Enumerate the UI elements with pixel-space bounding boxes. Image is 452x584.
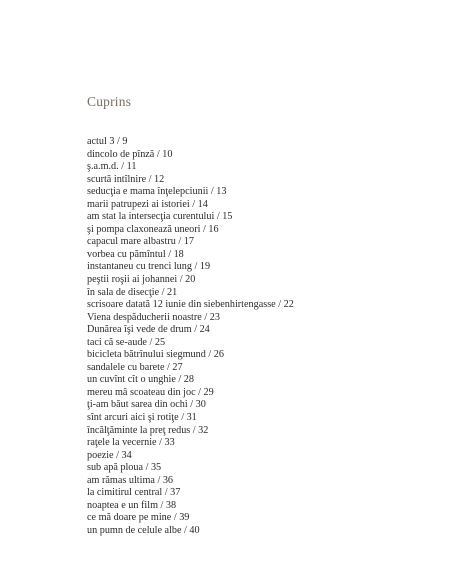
toc-entry: poezie / 34	[87, 449, 132, 461]
toc-entry: Viena despăducherii noastre / 23	[87, 311, 220, 323]
toc-entry: actul 3 / 9	[87, 136, 128, 147]
toc-entry: în sala de disecţie / 21	[87, 286, 178, 298]
toc-entry: şi pompa claxonează uneori / 16	[87, 223, 219, 235]
toc-entry: noaptea e un film / 38	[87, 499, 177, 511]
toc-entry: taci că se-aude / 25	[87, 336, 166, 348]
toc-entry: scurtă intîlnire / 12	[87, 173, 165, 185]
toc-entry: am rămas ultima / 36	[87, 474, 174, 486]
toc-entry: vorbea cu pămîntul / 18	[87, 248, 184, 260]
toc-entry: încălţăminte la preţ redus / 32	[87, 424, 209, 436]
toc-entry: instantaneu cu trenci lung / 19	[87, 261, 211, 273]
toc-entry: bicicleta bătrînului siegmund / 26	[87, 349, 224, 361]
toc-entry: peştii roşii ai johannei / 20	[87, 274, 196, 286]
toc-entry: ş.a.m.d. / 11	[87, 161, 137, 173]
page-title: Cuprins	[87, 94, 132, 109]
toc-entry: sînt arcuri aici şi rotiţe / 31	[87, 412, 197, 424]
toc-entry: raţele la vecernie / 33	[87, 437, 175, 449]
toc-entry: marii patrupezi ai istoriei / 14	[87, 198, 208, 210]
toc-entry: un pumn de celule albe / 40	[87, 524, 200, 536]
toc-entry: sub apă ploua / 35	[87, 462, 162, 474]
toc-entry: dincolo de pînză / 10	[87, 148, 173, 160]
toc-entry: Dunărea îşi vede de drum / 24	[87, 324, 210, 336]
toc-entry: ce mă doare pe mine / 39	[87, 512, 190, 524]
toc-entry: capacul mare albastru / 17	[87, 236, 194, 248]
toc-entry: mereu mă scoateau din joc / 29	[87, 386, 214, 398]
toc-entry: am stat la intersecţia curentului / 15	[87, 211, 233, 223]
toc-entry: seducţia e mama înţelepciunii / 13	[87, 186, 227, 198]
toc-entry: un cuvînt cît o unghie / 28	[87, 374, 194, 386]
toc-entry: ţi-am băut sarea din ochi / 30	[87, 399, 206, 411]
table-of-contents	[87, 136, 294, 538]
toc-entry: sandalele cu barete / 27	[87, 361, 183, 373]
toc-entry: scrisoare datată 12 iunie din siebenhirtengasse / 22	[87, 299, 294, 311]
toc-entry: la cimitirul central / 37	[87, 487, 181, 499]
